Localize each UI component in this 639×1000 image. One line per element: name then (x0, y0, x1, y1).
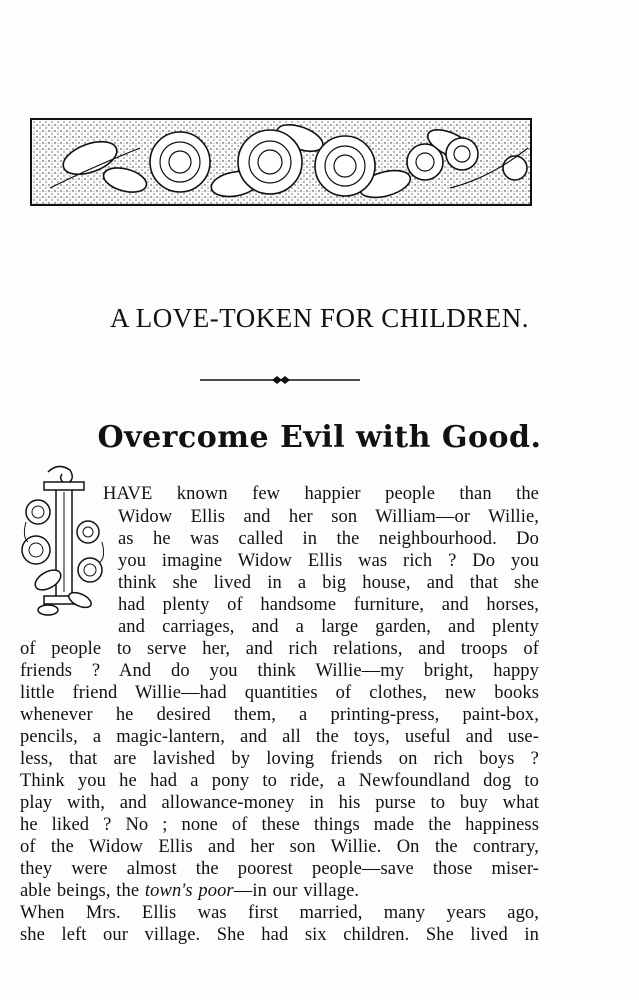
paragraph-first-line: When Mrs. Ellis was first married, many years ago, (20, 903, 539, 923)
text-line: of the Widow Ellis and her son Willie. On the contrary, (20, 837, 539, 857)
text-line: HAVE known few happier people than the (103, 484, 539, 504)
text-line: friends ? And do you think Willie—my bright, happy (20, 661, 539, 681)
text-span: —in our village. (233, 881, 360, 901)
italic-phrase: town's poor (144, 881, 234, 901)
text-line: she left our village. She had six children. She lived in (20, 925, 539, 945)
chapter-title: A LOVE-TOKEN FOR CHILDREN. (110, 303, 529, 333)
text-line: of people to serve her, and rich relations, and troops of (20, 639, 539, 659)
story-title: Overcome Evil with Good. (97, 420, 542, 455)
text-line: as he was called in the neighbourhood. Do (118, 529, 539, 549)
ornamental-divider (200, 373, 360, 387)
text-line: he liked ? No ; none of these things made the happiness (20, 815, 539, 835)
text-line: Think you he had a pony to ride, a Newfoundland dog to (20, 771, 539, 791)
floral-banner-illustration (30, 118, 532, 206)
text-line: think she lived in a big house, and that she (118, 573, 539, 593)
text-line: had plenty of handsome furniture, and horses, (118, 595, 539, 615)
text-line: play with, and allowance-money in his purse to buy what (20, 793, 539, 813)
text-span: able beings, the (20, 881, 145, 901)
text-line: little friend Willie—had quantities of clothes, new books (20, 683, 539, 703)
text-line (20, 880, 539, 902)
text-line: you imagine Widow Ellis was rich ? Do you (118, 551, 539, 571)
text-line: Widow Ellis and her son William—or Willie, (118, 507, 539, 527)
text-line: and carriages, and a large garden, and plenty (118, 617, 539, 637)
text-line: pencils, a magic-lantern, and all the toys, useful and use- (20, 727, 539, 747)
text-line: whenever he desired them, a printing-press, paint-box, (20, 705, 539, 725)
text-line: they were almost the poorest people—save those miser- (20, 859, 539, 879)
decorative-initial-letter (18, 462, 110, 620)
text-line: less, that are lavished by loving friends on rich boys ? (20, 749, 539, 769)
